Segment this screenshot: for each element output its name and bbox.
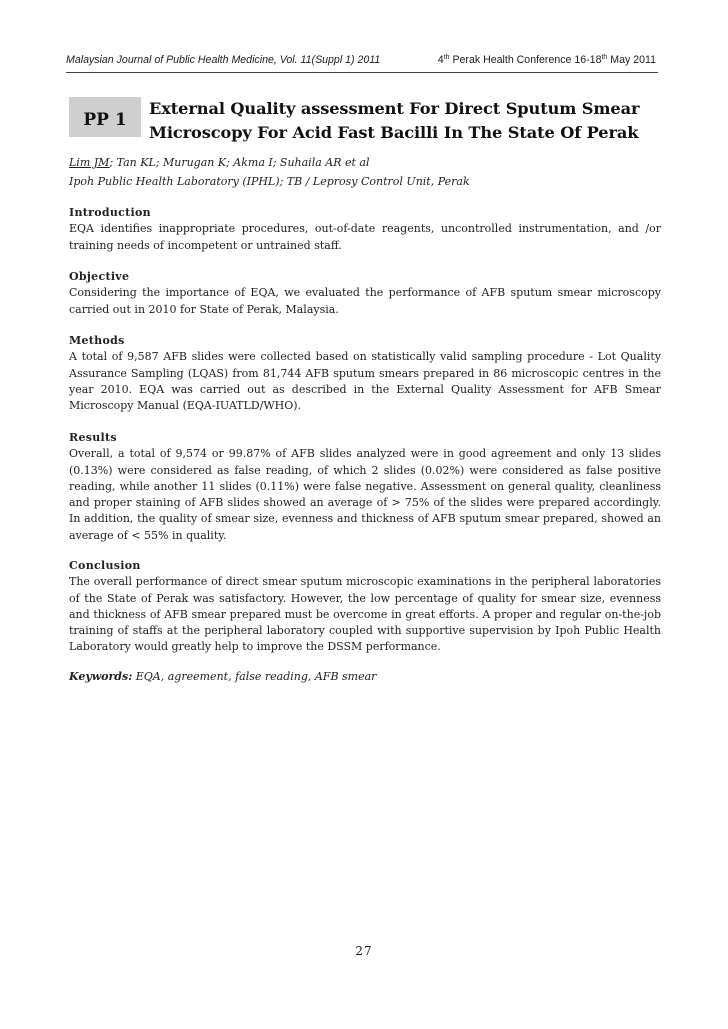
affiliation: Ipoh Public Health Laboratory (IPHL); TB / Leprosy Control Unit, Perak: [69, 175, 470, 188]
section-introduction: [69, 205, 661, 254]
section-body: EQA identifies inappropriate procedures, out-of-date reagents, uncontrolled instrumentation, and /or training needs of incompetent or untrained staff.: [69, 222, 661, 252]
conference-info: 4th Perak Health Conference 16-18th May 2011: [437, 54, 656, 66]
page-number: 27: [355, 944, 373, 958]
section-conclusion: [69, 558, 661, 656]
section-objective: [69, 269, 661, 318]
section-heading: Conclusion: [69, 559, 141, 572]
section-heading: Results: [69, 431, 117, 444]
section-body: Considering the importance of EQA, we evaluated the performance of AFB sputum smear microscopy carried out in 2010 for State of Perak, Malaysia.: [69, 286, 661, 316]
section-body: A total of 9,587 AFB slides were collected based on statistically valid sampling procedure - Lot Quality Assurance Sampling (LQAS) from 81,744 AFB sputum smears prepared in 86 microscopic centres in the year 2010. EQA was carried out as described in the External Quality Assessment for AFB Smear Microscopy Manual (EQA-IUATLD/WHO).: [69, 350, 661, 413]
first-author: Lim JM: [69, 156, 110, 169]
section-heading: Methods: [69, 334, 125, 347]
journal-citation: Malaysian Journal of Public Health Medicine, Vol. 11(Suppl 1) 2011: [66, 54, 381, 66]
paper-title: External Quality assessment For Direct Sputum Smear Microscopy For Acid Fast Bacilli In The State Of Perak: [149, 99, 640, 142]
section-heading: Introduction: [69, 206, 151, 219]
section-methods: [69, 333, 661, 414]
section-results: [69, 430, 661, 544]
keywords-text: EQA, agreement, false reading, AFB smear: [132, 670, 377, 683]
paper-code-badge: PP 1: [69, 97, 141, 137]
section-heading: Objective: [69, 270, 130, 283]
other-authors: ; Tan KL; Murugan K; Akma I; Suhaila AR et al: [109, 156, 370, 169]
keywords: [69, 670, 376, 683]
author-list: [69, 156, 370, 169]
keywords-label: Keywords:: [69, 670, 133, 683]
section-body: The overall performance of direct smear sputum microscopic examinations in the peripheral laboratories of the State of Perak was satisfactory. However, the low percentage of quality for smear size, evenness and thickness of AFB smear prepared must be overcome in great efforts. A proper and regular on-the-job training of staffs at the peripheral laboratory coupled with supportive supervision by Ipoh Public Health Laboratory would greatly help to improve the DSSM performance.: [69, 575, 661, 654]
section-body: Overall, a total of 9,574 or 99.87% of AFB slides analyzed were in good agreement and only 13 slides (0.13%) were considered as false reading, of which 2 slides (0.02%) were considered as false positive reading, while another 11 slides (0.11%) were false negative. Assessment on general quality, cleanliness and proper staining of AFB slides showed an average of > 75% of the slides were prepared accordingly. In addition, the quality of smear size, evenness and thickness of AFB sputum smear prepared, showed an average of < 55% in quality.: [69, 447, 661, 542]
journal-header: [66, 50, 658, 73]
